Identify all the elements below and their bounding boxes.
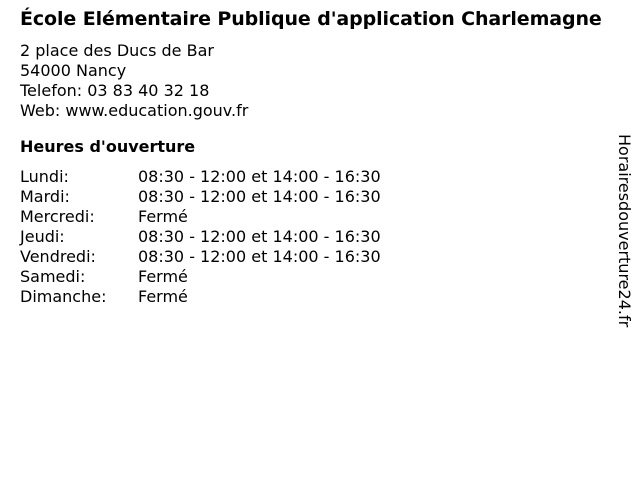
opening-hours-list bbox=[20, 167, 610, 307]
day-hours: Fermé bbox=[138, 207, 188, 226]
day-label: Samedi: bbox=[20, 267, 86, 286]
opening-hours-heading: Heures d'ouverture bbox=[20, 137, 196, 156]
day-label: Mardi: bbox=[20, 187, 70, 206]
day-hours: 08:30 - 12:00 et 14:00 - 16:30 bbox=[138, 187, 381, 206]
hours-row bbox=[20, 187, 610, 207]
hours-row bbox=[20, 287, 610, 307]
day-hours: Fermé bbox=[138, 267, 188, 286]
day-label: Dimanche: bbox=[20, 287, 107, 306]
hours-row bbox=[20, 207, 610, 227]
hours-row bbox=[20, 227, 610, 247]
day-hours: Fermé bbox=[138, 287, 188, 306]
street-address: 2 place des Ducs de Bar bbox=[20, 41, 214, 60]
hours-row bbox=[20, 267, 610, 287]
hours-row bbox=[20, 247, 610, 267]
day-label: Jeudi: bbox=[20, 227, 65, 246]
website-address: Web: www.education.gouv.fr bbox=[20, 101, 249, 120]
page-title: École Elémentaire Publique d'application Charlemagne bbox=[20, 8, 602, 30]
city-address: 54000 Nancy bbox=[20, 61, 127, 80]
day-label: Mercredi: bbox=[20, 207, 95, 226]
day-label: Vendredi: bbox=[20, 247, 96, 266]
main-content bbox=[20, 8, 610, 307]
day-hours: 08:30 - 12:00 et 14:00 - 16:30 bbox=[138, 227, 381, 246]
day-hours: 08:30 - 12:00 et 14:00 - 16:30 bbox=[138, 247, 381, 266]
address-block bbox=[20, 41, 610, 121]
phone-number: Telefon: 03 83 40 32 18 bbox=[20, 81, 210, 100]
day-hours: 08:30 - 12:00 et 14:00 - 16:30 bbox=[138, 167, 381, 186]
day-label: Lundi: bbox=[20, 167, 69, 186]
site-watermark: Horairesdouverture24.fr bbox=[615, 134, 634, 328]
hours-row bbox=[20, 167, 610, 187]
